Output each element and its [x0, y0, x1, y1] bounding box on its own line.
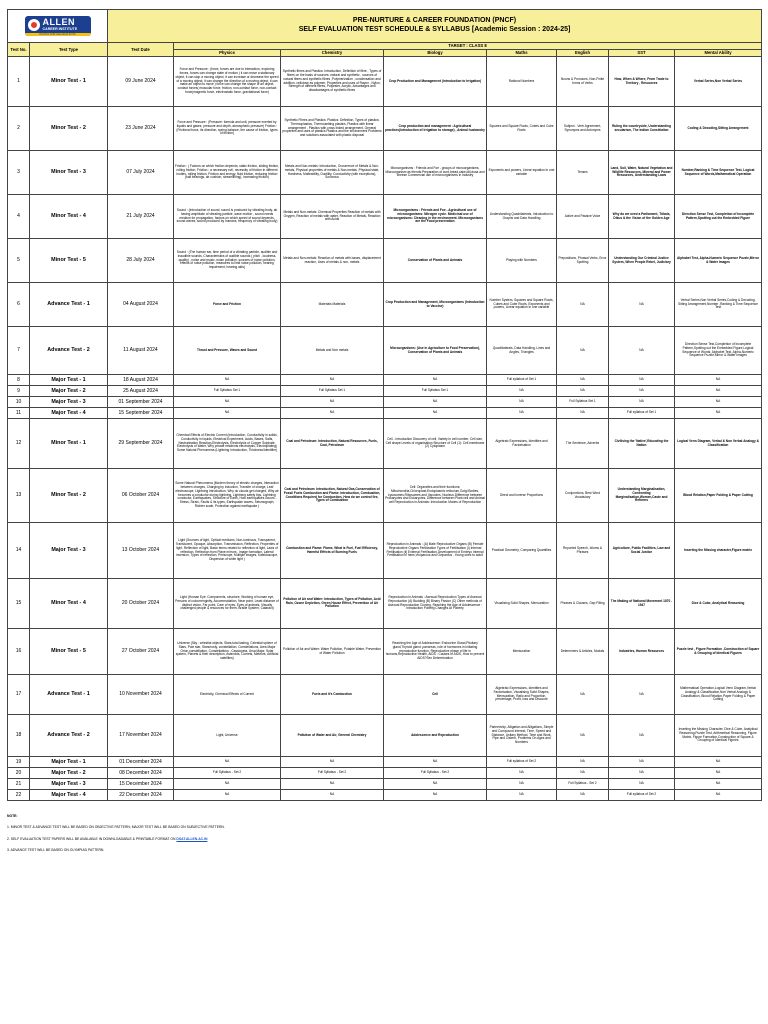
- physics-syllabus-cell: Force and Pressure : (force, forces are due to interaction, exploring forces, forces can change state of motion ) it can move a stationary object, it can stop a moving object, it can increase or decrease the speed of a moving object, it can change the direction of a moving object, it can make an object to move ) force can change the shape of an object, contact forces( muscular force, friction, non-contact force, non-contact force(magnetic force, electrostatic force, gravitational force): [174, 57, 281, 107]
- maths-syllabus-cell: Rational Numbers: [487, 57, 557, 107]
- mental-syllabus-cell: Inserting the Missing character,Figure matrix: [675, 523, 762, 579]
- table-row: [8, 397, 762, 408]
- sst-syllabus-cell: Agriculture, Public Facilities, Law and Social Justice: [609, 523, 675, 579]
- test-date-cell: 15 December 2024: [108, 779, 174, 790]
- title-line-1: PRE-NURTURE & CAREER FOUNDATION (PNCF): [352, 17, 517, 25]
- biology-syllabus-cell: Microorganisms : Friends and Foe - Agricultural use of microorganisms: Nitrogen cycle. Medicinal use of microorganisms: Cleaning in the environment. Microorganisms are the Food preservation: [384, 195, 487, 239]
- mental-syllabus-cell: NA: [675, 768, 762, 779]
- table-row: [8, 386, 762, 397]
- chemistry-syllabus-cell: Metals and Non-metals: Reaction of metals with bases, displacement reaction, Uses of metals & non- metals: [281, 239, 384, 283]
- test-number-cell: 14: [8, 523, 30, 579]
- physics-syllabus-cell: Chemical Effects of Electric Current (Introduction, Conductivity in solids, Conductivity in liquids, Electrical Experiment, Acids, Bases, Salts, Neutralization Reaction,Electrolysis, Electrolysis of Copper Sulphate, Electrolysis of Water, Why private residents electrolysis, Electroplating) Some Natural Phenomena (Lightning Introduction, Thickness/Identifier): [174, 419, 281, 469]
- biology-syllabus-cell: NA: [384, 397, 487, 408]
- biology-syllabus-cell: Full Syllabus - Set 2: [384, 768, 487, 779]
- header-maths: Maths: [487, 50, 557, 57]
- english-syllabus-cell: NA: [557, 327, 609, 375]
- test-number-cell: 12: [8, 419, 30, 469]
- test-type-cell: Advance Test - 1: [30, 675, 108, 715]
- physics-syllabus-cell: NA: [174, 375, 281, 386]
- physics-syllabus-cell: Friction : ( Factors on which friction depends, static friction, sliding friction, rolling friction, Friction : a necessary evil, necessity of friction in different bodies, rolling friction, Friction and energy, fluid friction, reducing friction (ball bearings, air cushion, streamlining), increasing friction): [174, 151, 281, 195]
- sst-syllabus-cell: Why do we need a Parliament, Tribals, Dikus & the Vision of the Golden Age: [609, 195, 675, 239]
- physics-syllabus-cell: Light (Human Eye: Components, structure, Working of human eye, Persons of colourrenginity, Accommodation, Near point, Least distance of distinct vision, Far point, Care of eyes, Eyes of animals, Visually challenged people & resources for them, Braille System, Cataract): [174, 579, 281, 629]
- english-syllabus-cell: NA: [557, 375, 609, 386]
- test-type-cell: Advance Test - 2: [30, 327, 108, 375]
- biology-syllabus-cell: Cell: [384, 675, 487, 715]
- maths-syllabus-cell: Partnership, Alligation and Alligations, Simple and Compound Interest, Time, Speed and Distance, Unitary Method, Time and Work, Pipe and Cistern, Problems On Ages and Numbers: [487, 715, 557, 757]
- test-number-cell: 4: [8, 195, 30, 239]
- schedule-table: [7, 9, 762, 801]
- biology-syllabus-cell: NA: [384, 408, 487, 419]
- test-number-cell: 8: [8, 375, 30, 386]
- maths-syllabus-cell: NA: [487, 386, 557, 397]
- test-number-cell: 7: [8, 327, 30, 375]
- test-number-cell: 6: [8, 283, 30, 327]
- sst-syllabus-cell: Full syllabus of Set 2: [609, 790, 675, 801]
- test-date-cell: 18 August 2024: [108, 375, 174, 386]
- physics-syllabus-cell: Universe (Sky : celestial objects, Stars,total lasting, Celestial sphere of Stars, Pole star, Stars/rusty, constellation, Constellations, Area Major Orion constellation, Constellations : Cassiopeia, Ursa Major, Solar system, Planets & their description, Asteroids, Comets, Meteors, Artificial satellites): [174, 629, 281, 675]
- test-date-cell: 06 October 2024: [108, 469, 174, 523]
- maths-syllabus-cell: Direct and Inverse Proportions: [487, 469, 557, 523]
- sst-syllabus-cell: NA: [609, 327, 675, 375]
- mental-syllabus-cell: NA: [675, 757, 762, 768]
- title-cell: [108, 10, 762, 43]
- test-date-cell: 21 July 2024: [108, 195, 174, 239]
- notes-section: [7, 815, 761, 853]
- physics-syllabus-cell: NA: [174, 790, 281, 801]
- english-syllabus-cell: Nouns & Pronouns, Non-Finite forms of Verbs: [557, 57, 609, 107]
- test-date-cell: 20 October 2024: [108, 579, 174, 629]
- english-syllabus-cell: Full Syllabus Set 1: [557, 397, 609, 408]
- test-number-cell: 17: [8, 675, 30, 715]
- table-row: [8, 523, 762, 579]
- note-1: 1. MINOR TEST & ADVANCE TEST WILL BE BASED ON OBJECTIVE PATTERN; MAJOR TEST WILL BE BASED ON SUBJECTIVE PATTERN.: [7, 825, 225, 830]
- table-row: [8, 768, 762, 779]
- test-date-cell: 23 June 2024: [108, 107, 174, 151]
- sst-syllabus-cell: NA: [609, 768, 675, 779]
- sst-syllabus-cell: Industries, Human Resources: [609, 629, 675, 675]
- test-date-cell: 08 December 2024: [108, 768, 174, 779]
- test-number-cell: 2: [8, 107, 30, 151]
- test-type-cell: Major Test - 2: [30, 386, 108, 397]
- chemistry-syllabus-cell: Full Syllabus Set 1: [281, 386, 384, 397]
- biology-syllabus-cell: NA: [384, 757, 487, 768]
- test-number-cell: 3: [8, 151, 30, 195]
- test-type-cell: Minor Test - 5: [30, 629, 108, 675]
- table-row: [8, 469, 762, 523]
- notes-heading: NOTE:: [7, 814, 18, 818]
- maths-syllabus-cell: Mensuration: [487, 629, 557, 675]
- chemistry-syllabus-cell: Metals and Non-metals: Chemical Properties Reaction of metals with Oxygen, Reaction of metals with water, Reaction of Metals, Reaction with Acids: [281, 195, 384, 239]
- chemistry-syllabus-cell: Pollution of Water and Air, General Chemistry: [281, 715, 384, 757]
- physics-syllabus-cell: Force and Friction: [174, 283, 281, 327]
- test-type-cell: Minor Test - 3: [30, 151, 108, 195]
- maths-syllabus-cell: Understanding Quadrilaterals, Introduction to Graphs and Data Handling: [487, 195, 557, 239]
- sst-syllabus-cell: NA: [609, 386, 675, 397]
- mental-syllabus-cell: NA: [675, 397, 762, 408]
- english-syllabus-cell: Determiners & Articles, Modals: [557, 629, 609, 675]
- test-date-cell: 17 November 2024: [108, 715, 174, 757]
- sst-syllabus-cell: Civilising the 'Native',Educating the Nation: [609, 419, 675, 469]
- english-syllabus-cell: NA: [557, 283, 609, 327]
- test-type-cell: Minor Test - 4: [30, 195, 108, 239]
- biology-syllabus-cell: Adolescence and Reproduction: [384, 715, 487, 757]
- mental-syllabus-cell: NA: [675, 375, 762, 386]
- test-type-cell: Minor Test - 2: [30, 469, 108, 523]
- test-number-cell: 13: [8, 469, 30, 523]
- chemistry-syllabus-cell: Synthetic Fibres and Plastics: Plastics: Definition, Types of plastics: Thermoplastics, Thermosetting plastics, Plastics with linear arrangement , Plastics with cross linked arrangement, General properties and uses of plastics Plastics and the environment Problems and solutions associated with plastic disposal: [281, 107, 384, 151]
- biology-syllabus-cell: Crop production and management : Agricultural practices(Introduction of irrigation to storage) , Animal husbandry: [384, 107, 487, 151]
- sst-syllabus-cell: Understanding Our Criminal Justice System, When People Rebel, Judiciary: [609, 239, 675, 283]
- test-type-cell: Advance Test - 1: [30, 283, 108, 327]
- sst-syllabus-cell: NA: [609, 375, 675, 386]
- test-date-cell: 25 August 2024: [108, 386, 174, 397]
- mental-syllabus-cell: NA: [675, 790, 762, 801]
- logo-emblem-icon: [28, 19, 40, 31]
- header-physics: Physics: [174, 50, 281, 57]
- test-date-cell: 09 June 2024: [108, 57, 174, 107]
- mental-syllabus-cell: Mathematical Operation,Logical Venn Diagram,Verbal Analogy & Classification,Non Verbal Analogy & Classification, Blood Relation,Paper Folding & Paper Cutting: [675, 675, 762, 715]
- test-type-cell: Advance Test - 2: [30, 715, 108, 757]
- test-type-cell: Major Test - 3: [30, 523, 108, 579]
- test-type-cell: Major Test - 1: [30, 375, 108, 386]
- test-type-cell: Minor Test - 2: [30, 107, 108, 151]
- note-3: 3. ADVANCE TEST WILL BE BASED ON OLYMPIAD PATTERN.: [7, 848, 105, 853]
- maths-syllabus-cell: Full syllabus of Set 1: [487, 375, 557, 386]
- maths-syllabus-cell: Algebraic Expressions, Identities and Factorisation, Visualising Solid Shapes, Mensuration, Ratio and Proportion, percentage, Profit, loss and Discount: [487, 675, 557, 715]
- test-date-cell: 22 December 2024: [108, 790, 174, 801]
- physics-syllabus-cell: NA: [174, 408, 281, 419]
- english-syllabus-cell: The Sentence, Adverbs: [557, 419, 609, 469]
- maths-syllabus-cell: Quadrilaterals, Data Handling, Lines and Angles, Triangles: [487, 327, 557, 375]
- test-number-cell: 11: [8, 408, 30, 419]
- english-syllabus-cell: Conjunctions, Best Word Vocabulary: [557, 469, 609, 523]
- english-syllabus-cell: NA: [557, 757, 609, 768]
- physics-syllabus-cell: Sound : (The human ear, time period of a vibrating particle, audible and inaudible sounds, Characteristics of audible sounds ( pitch , loudness, quality) , noise and music, noise pollution, sources of noise pollution, effects of noise pollution, measures to limit noise pollution, hearing impairment, hearing aids): [174, 239, 281, 283]
- test-number-cell: 15: [8, 579, 30, 629]
- header-biology: Biology: [384, 50, 487, 57]
- table-row: [8, 107, 762, 151]
- chemistry-syllabus-cell: Pollution of Air and Water: Water Pollution, Potable Water, Prevention of Water Pollution: [281, 629, 384, 675]
- header-test-type: Test Type: [30, 43, 108, 57]
- header-test-date: Test Date: [108, 43, 174, 57]
- mental-syllabus-cell: Blood Relation,Paper Folding & Paper Cutting: [675, 469, 762, 523]
- physics-syllabus-cell: Light, Universe: [174, 715, 281, 757]
- table-row: [8, 675, 762, 715]
- table-row: [8, 195, 762, 239]
- sst-syllabus-cell: Ruling the countryside, Understanding secularism, The Indian Constitution: [609, 107, 675, 151]
- note-2-text: 2. SELF EVALUATION TEST PAPERS WILL BE AVAILABLE IN DOWNLOADABLE & PRINTABLE FORMAT ON: [7, 836, 176, 841]
- physics-syllabus-cell: NA: [174, 397, 281, 408]
- test-number-cell: 20: [8, 768, 30, 779]
- maths-syllabus-cell: Playing with Numbers: [487, 239, 557, 283]
- mental-syllabus-cell: NA: [675, 408, 762, 419]
- english-syllabus-cell: Reported Speech, Idioms & Phrases: [557, 523, 609, 579]
- chemistry-syllabus-cell: NA: [281, 408, 384, 419]
- test-number-cell: 16: [8, 629, 30, 675]
- chemistry-syllabus-cell: Coal and Petroleum: Introduction, Natural Gas,Conservation of Fossil Fuels Combustion and Flame: Introduction, Combustion, Conditions Required for Combustion, How do we control fire, Types of Combustion: [281, 469, 384, 523]
- maths-syllabus-cell: Number System, Squares and Square Roots, Cubes and Cube Roots, Exponents and powers, Linear equation in one variable: [487, 283, 557, 327]
- mental-syllabus-cell: Coding & Decoding,Sitting Arrangement: [675, 107, 762, 151]
- chemistry-syllabus-cell: Synthetic fibres and Plastics: Introduction, Definition of fibre , Types of fibres on the basis of sources: natural and synthetic , sources of natural fibres and synthetic fibres ,Polymerization , condensation and addition, cellulose as polymer, Properties and uses of Rayon , Nylon, Strength of different fibres, Polyester, Acrylic, Advantages and disadvantages of synthetic fibres: [281, 57, 384, 107]
- table-row: [8, 419, 762, 469]
- header-chemistry: Chemistry: [281, 50, 384, 57]
- sst-syllabus-cell: NA: [609, 779, 675, 790]
- chemistry-syllabus-cell: Full Syllabus - Set 2: [281, 768, 384, 779]
- table-row: [8, 757, 762, 768]
- biology-syllabus-cell: NA: [384, 779, 487, 790]
- english-syllabus-cell: Subject - Verb Agreement, Synonyms and Antonyms: [557, 107, 609, 151]
- test-type-cell: Minor Test - 1: [30, 57, 108, 107]
- mental-syllabus-cell: Direction Sense Test,Completion of Incomplete Pattern,Spotting out the Embedded Figure,Logical Sequence of Words, Alphabet Test, Alpha-Numeric Sequence Puzzle,Mirror & Water Images: [675, 327, 762, 375]
- sst-syllabus-cell: Full syllabus of Set 1: [609, 408, 675, 419]
- english-syllabus-cell: Prepositions, Phrasal Verbs, Error Spotting: [557, 239, 609, 283]
- title-line-2: SELF EVALUATION TEST SCHEDULE & SYLLABUS [Academic Session : 2024-25]: [298, 26, 571, 33]
- test-date-cell: 01 September 2024: [108, 397, 174, 408]
- chemistry-syllabus-cell: Coal and Petroleum: Introduction, Natural Resources, Fuels, Coal, Petroleum: [281, 419, 384, 469]
- mental-syllabus-cell: NA: [675, 779, 762, 790]
- table-row: [8, 151, 762, 195]
- mental-syllabus-cell: Dice & Cube, Analytical Reasoning: [675, 579, 762, 629]
- english-syllabus-cell: NA: [557, 408, 609, 419]
- english-syllabus-cell: Tenses: [557, 151, 609, 195]
- biology-syllabus-cell: Reproduction in Animals : (A) Male Reproductive Organs (B) Female Reproductive Organs Fertilization Types of Fertilisation (i) Internal Fertilisation (ii) External Fertilisation,Development of Embryo Internal Fertilisation in hens,Viviparous and Oviparous , Young ones to adult: [384, 523, 487, 579]
- chemistry-syllabus-cell: Combustion and Flame: Flame, What is Fuel, Fuel Efficiency, Harmful Effects of Burning Fuels: [281, 523, 384, 579]
- biology-syllabus-cell: NA: [384, 375, 487, 386]
- biology-syllabus-cell: Cell - Introduction Discovery of cell, Variety in cell number, Cell size, Cell shape Levels of organisation Structure of Cell (1): Cell membrane (2) Cytoplasm: [384, 419, 487, 469]
- mental-syllabus-cell: Verbal Series,Non Verbal Series,Coding & Decoding, Sitting Arrangement,Number ,Ranking & Time Sequence Test: [675, 283, 762, 327]
- header-test-no: Test No.: [8, 43, 30, 57]
- test-type-cell: Major Test - 4: [30, 790, 108, 801]
- english-syllabus-cell: Phrases & Clauses, Gap Filling: [557, 579, 609, 629]
- chemistry-syllabus-cell: Metals and Non-metals: Introduction, Occurrence of Metals & Non-metals, Physical properties of metals & Non-metals ,Physical state, Hardness, Malleability, Ductility, Conductivity (with exceptions), Sonorous: [281, 151, 384, 195]
- maths-syllabus-cell: Practical Geometry, Comparing Quantities: [487, 523, 557, 579]
- english-syllabus-cell: NA: [557, 768, 609, 779]
- maths-syllabus-cell: Full syllabus of Set 2: [487, 757, 557, 768]
- test-date-cell: 29 September 2024: [108, 419, 174, 469]
- chemistry-syllabus-cell: Pollution of Air and Water: Introduction, Types of Pollution, Acid Rain, Ozone Depletion, Green House Effect, Prevention of Air Pollution: [281, 579, 384, 629]
- sst-syllabus-cell: NA: [609, 397, 675, 408]
- test-number-cell: 1: [8, 57, 30, 107]
- schedule-page: [7, 9, 761, 861]
- sst-syllabus-cell: Land, Soil, Water, Natural Vegetation and Wildlife Resources, Mineral and Power Resources, Understanding Laws: [609, 151, 675, 195]
- test-date-cell: 10 November 2024: [108, 675, 174, 715]
- physics-syllabus-cell: NA: [174, 757, 281, 768]
- sst-syllabus-cell: NA: [609, 715, 675, 757]
- maths-syllabus-cell: NA: [487, 408, 557, 419]
- test-type-cell: Major Test - 1: [30, 757, 108, 768]
- table-row: [8, 327, 762, 375]
- biology-syllabus-cell: Crop Production and Management (Introduction to Irrigation): [384, 57, 487, 107]
- test-date-cell: 01 December 2024: [108, 757, 174, 768]
- test-date-cell: 04 August 2024: [108, 283, 174, 327]
- biology-syllabus-cell: Reproduction in Animals : Asexual Reproduction Types of Asexual Reproduction (A) Budding (B) Binary Fission (C) Other methods of Asexual Reproduction Cloning, Reaching the Age of Adolescence : Introduction Puberty,Changes At Puberty: [384, 579, 487, 629]
- mental-syllabus-cell: Puzzle test , Figure Formation ,Construction of Square & Grouping of Identical Figures: [675, 629, 762, 675]
- maths-syllabus-cell: Squares and Square Roots, Cubes and Cube Roots: [487, 107, 557, 151]
- english-syllabus-cell: NA: [557, 715, 609, 757]
- maths-syllabus-cell: NA: [487, 768, 557, 779]
- test-type-cell: Major Test - 3: [30, 779, 108, 790]
- logo-subtitle: CAREER INSTITUTE: [42, 27, 78, 31]
- physics-syllabus-cell: Full Syllabus - Set 2: [174, 768, 281, 779]
- test-type-cell: Minor Test - 1: [30, 419, 108, 469]
- test-date-cell: 15 September 2024: [108, 408, 174, 419]
- test-type-cell: Major Test - 3: [30, 397, 108, 408]
- mental-syllabus-cell: Number,Ranking & Time Sequence Test, Logical Sequence of Words,Mathematical Operation: [675, 151, 762, 195]
- physics-syllabus-cell: Thrust and Pressure, Waves and Sound: [174, 327, 281, 375]
- mental-syllabus-cell: Logical Venn Diagram, Verbal & Non Verbal Analogy & Classification: [675, 419, 762, 469]
- logo-tagline: DIGITAL FOR HALAKHA KOTA: [25, 33, 91, 36]
- chemistry-syllabus-cell: Materials Materials: [281, 283, 384, 327]
- biology-syllabus-cell: Crop Production and Management, Microorganisms (Introduction to Vaccine): [384, 283, 487, 327]
- maths-syllabus-cell: Algebraic Expressions, Identities and Factorisation: [487, 419, 557, 469]
- mental-syllabus-cell: Inserting the Missing Character, Dice & Cube, Analytical Reasoning,Puzzle Test, Arithmetical Reasoning, Figure Matrix, Figure Formation,Construction of Square & Grouping of Identical Figures: [675, 715, 762, 757]
- table-row: [8, 790, 762, 801]
- physics-syllabus-cell: Some Natural Phenomena (Modern theory of electric charges, Interaction between charges, Charging by Induction, Transfer of charge, Leaf electroscope, Lightning Introduction, Why do clouds get charged, Why air becomes a conductor during lightning, Lightning safety tips, Lightning conductor, Earthquakes, Structure of Earth, How earthquakes occurs - Stress, Strain, Faults & its types, Earthquake waves, Seismograph, Richter scale, Protection against earthquake ): [174, 469, 281, 523]
- biology-syllabus-cell: Microorganisms: (Use in Agriculture to Food Preservation), Conservation of Plants and Animals: [384, 327, 487, 375]
- logo-cell: [8, 10, 108, 43]
- physics-syllabus-cell: NA: [174, 779, 281, 790]
- table-row: [8, 375, 762, 386]
- chemistry-syllabus-cell: NA: [281, 375, 384, 386]
- test-number-cell: 19: [8, 757, 30, 768]
- note-2: [7, 838, 761, 841]
- biology-syllabus-cell: NA: [384, 790, 487, 801]
- sst-syllabus-cell: NA: [609, 675, 675, 715]
- sst-syllabus-cell: How, When & Where, From Trade to Territory , Resources: [609, 57, 675, 107]
- table-row: [8, 779, 762, 790]
- test-type-cell: Minor Test - 4: [30, 579, 108, 629]
- biology-syllabus-cell: Full Syllabus Set 1: [384, 386, 487, 397]
- table-row: [8, 57, 762, 107]
- test-date-cell: 27 October 2024: [108, 629, 174, 675]
- test-number-cell: 9: [8, 386, 30, 397]
- maths-syllabus-cell: Exponents and powers, Linear equation in one variable: [487, 151, 557, 195]
- chemistry-syllabus-cell: NA: [281, 779, 384, 790]
- maths-syllabus-cell: NA: [487, 779, 557, 790]
- test-date-cell: 07 July 2024: [108, 151, 174, 195]
- physics-syllabus-cell: Force and Pressure : (Pressure: formula and unit, pressure exerted by liquids and gases, pressure and depth, atmospheric pressure) Friction : (Frictional force, its direction, spring balance, the cause of friction, types of friction): [174, 107, 281, 151]
- english-syllabus-cell: NA: [557, 675, 609, 715]
- mental-syllabus-cell: NA: [675, 386, 762, 397]
- sst-syllabus-cell: NA: [609, 757, 675, 768]
- english-syllabus-cell: Active and Passive Voice: [557, 195, 609, 239]
- maths-syllabus-cell: NA: [487, 397, 557, 408]
- logo-brand: ALLEN: [42, 17, 75, 27]
- chemistry-syllabus-cell: Fuels and it's Combustion: [281, 675, 384, 715]
- dsat-link[interactable]: DSAT.ALLEN.AC.IN: [176, 836, 208, 841]
- table-row: [8, 283, 762, 327]
- target-class: TARGET : CLASS 8: [174, 43, 762, 50]
- physics-syllabus-cell: Electricity, Chemical Effects of Current: [174, 675, 281, 715]
- english-syllabus-cell: NA: [557, 790, 609, 801]
- english-syllabus-cell: Full Syllabus - Set 2: [557, 779, 609, 790]
- test-number-cell: 18: [8, 715, 30, 757]
- allen-logo: [25, 16, 91, 36]
- test-type-cell: Major Test - 4: [30, 408, 108, 419]
- sst-syllabus-cell: Understanding Marginalisation, Confronting Marginalisation,Women,Caste and Reforms: [609, 469, 675, 523]
- test-date-cell: 13 October 2024: [108, 523, 174, 579]
- biology-syllabus-cell: Reaching the Age of Adolescence: Endocrine Gland,Pituitary gland,Thyroid gland ,pancreas, role of hormones in initiating reproductive function, Reproductive phase of life in humans,Reproductive Health, AIDS : Causes of AIDS, How to prevent AIDS?Sex Determination: [384, 629, 487, 675]
- test-date-cell: 11 August 2024: [108, 327, 174, 375]
- chemistry-syllabus-cell: Metals and Non metals: [281, 327, 384, 375]
- mental-syllabus-cell: Verbal Series,Non Verbal Series: [675, 57, 762, 107]
- test-number-cell: 22: [8, 790, 30, 801]
- table-row: [8, 239, 762, 283]
- chemistry-syllabus-cell: NA: [281, 397, 384, 408]
- maths-syllabus-cell: NA: [487, 790, 557, 801]
- mental-syllabus-cell: Alphabet Test, Alpha-Numeric Sequence Puzzle,Mirror & Water Images: [675, 239, 762, 283]
- test-date-cell: 28 July 2024: [108, 239, 174, 283]
- sst-syllabus-cell: NA: [609, 283, 675, 327]
- sst-syllabus-cell: The Making of National Movement 1870 - 1947: [609, 579, 675, 629]
- biology-syllabus-cell: Cell: Organelles and their functions: Mitochondria,Chloroplast,Endoplasmic reticulum,Golgi Bodies, Lysosomes,Ribosomes and Vacuoles, Nucleus,Difference between Prokaryotes and Eukaryotes, Difference between Plant cell and Animal cell Reproduction in Animals: Introduction Modes of Reproduction: [384, 469, 487, 523]
- biology-syllabus-cell: Conservation of Plants and Animals: [384, 239, 487, 283]
- table-row: [8, 579, 762, 629]
- chemistry-syllabus-cell: NA: [281, 757, 384, 768]
- header-english: English: [557, 50, 609, 57]
- biology-syllabus-cell: Microorganisms : Friends and Foe - groups of microorganisms, Microorganism as friends:Preparation of curd,bread,cake,idli,dosa and cheese Commercial use of microorganisms in industry: [384, 151, 487, 195]
- chemistry-syllabus-cell: NA: [281, 790, 384, 801]
- test-number-cell: 5: [8, 239, 30, 283]
- table-row: [8, 629, 762, 675]
- english-syllabus-cell: NA: [557, 386, 609, 397]
- table-row: [8, 715, 762, 757]
- test-type-cell: Minor Test - 5: [30, 239, 108, 283]
- physics-syllabus-cell: Sound : (Introduction of sound, sound is produced by vibrating body, air having amplitude of vibrating particle, wave motion , sound needs medium for propagation, factors on which speed of sound depends, sound waves, sound produced by humans, frequency of vibrating body): [174, 195, 281, 239]
- mental-syllabus-cell: Direction Sense Test, Completion of Incomplete Pattern,Spotting out the Embedded Figure: [675, 195, 762, 239]
- test-type-cell: Major Test - 2: [30, 768, 108, 779]
- header-sst: SST: [609, 50, 675, 57]
- physics-syllabus-cell: Light (Sources of light, Optical mediums, Non-luminous, Transparent, Translucent, Opaque, Absorption, Transmission, Reflection, Properties of light, Reflection of light, Basic terms related to reflection of light, Laws of reflection, Reflection from Plane mirrors , image formation, Lateral inversion, Types of reflection, Periscope, Multiple images, Kaleidoscope, Dispersion of white light ): [174, 523, 281, 579]
- test-number-cell: 10: [8, 397, 30, 408]
- maths-syllabus-cell: Visualising Solid Shapes, Mensuration: [487, 579, 557, 629]
- test-number-cell: 21: [8, 779, 30, 790]
- physics-syllabus-cell: Full Syllabus Set 1: [174, 386, 281, 397]
- header-mental-ability: Mental Ability: [675, 50, 762, 57]
- table-row: [8, 408, 762, 419]
